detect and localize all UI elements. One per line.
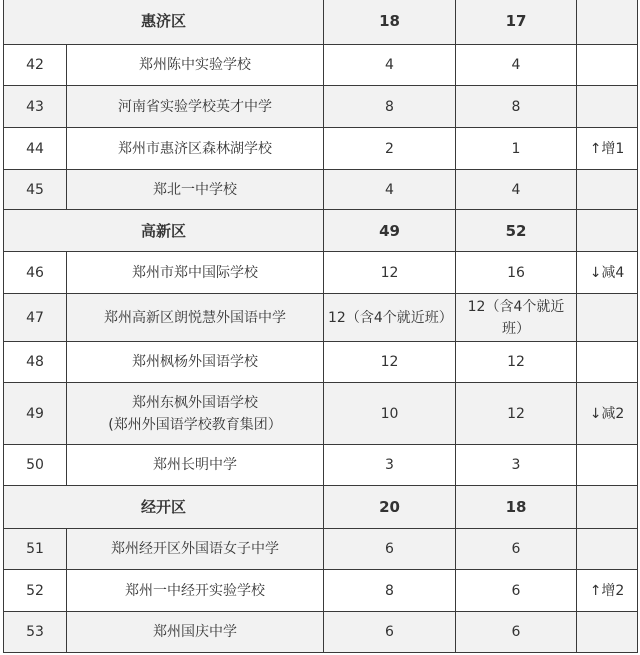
change-indicator (577, 612, 638, 653)
quota-current: 18 (456, 486, 577, 529)
quota-previous: 12 (324, 342, 456, 383)
change-indicator: ↑增2 (577, 570, 638, 612)
school-name (67, 445, 324, 486)
row-number: 42 (4, 45, 67, 86)
district-name: 惠济区 (4, 0, 324, 45)
school-row (4, 45, 638, 86)
quota-current: 6 (456, 612, 577, 653)
school-name (67, 86, 324, 128)
quota-current: 4 (456, 170, 577, 210)
school-row (4, 170, 638, 210)
change-indicator (577, 86, 638, 128)
quota-previous: 18 (324, 0, 456, 45)
row-number: 45 (4, 170, 67, 210)
quota-current: 17 (456, 0, 577, 45)
school-name-line: 郑州一中经开实验学校 (125, 582, 265, 599)
quota-previous: 8 (324, 86, 456, 128)
school-name-line: 郑州经开区外国语女子中学 (111, 541, 279, 557)
change-indicator (577, 45, 638, 86)
district-name: 经开区 (4, 486, 324, 529)
school-name (67, 383, 324, 445)
row-number: 48 (4, 342, 67, 383)
quota-current: 52 (456, 210, 577, 252)
school-name (67, 570, 324, 612)
quota-previous: 8 (324, 570, 456, 612)
school-row (4, 529, 638, 570)
school-name-line: 郑北一中学校 (153, 181, 237, 198)
school-row (4, 86, 638, 128)
school-name-line: 河南省实验学校英才中学 (118, 98, 272, 115)
school-name (67, 252, 324, 294)
school-name (67, 529, 324, 570)
quota-current: 1 (456, 128, 577, 170)
quota-previous: 4 (324, 45, 456, 86)
change-indicator (577, 342, 638, 383)
change-indicator (577, 170, 638, 210)
quota-current: 6 (456, 529, 577, 570)
row-number: 52 (4, 570, 67, 612)
quota-current: 16 (456, 252, 577, 294)
quota-current: 8 (456, 86, 577, 128)
school-row (4, 445, 638, 486)
quota-current: 6 (456, 570, 577, 612)
quota-previous: 6 (324, 612, 456, 653)
change-indicator: ↓减2 (577, 383, 638, 445)
school-name-line: 郑州东枫外国语学校 (132, 394, 258, 411)
school-row (4, 252, 638, 294)
school-name-line: (郑州外国语学校教育集团） (108, 416, 282, 433)
school-name-line: 郑州国庆中学 (153, 624, 237, 640)
quota-current: 3 (456, 445, 577, 486)
row-number: 46 (4, 252, 67, 294)
quota-previous: 2 (324, 128, 456, 170)
change-indicator: ↓减4 (577, 252, 638, 294)
quota-current: 12 (456, 383, 577, 445)
school-row (4, 294, 638, 342)
school-row (4, 342, 638, 383)
row-number: 44 (4, 128, 67, 170)
quota-previous: 20 (324, 486, 456, 529)
change-indicator (577, 486, 638, 529)
quota-previous: 49 (324, 210, 456, 252)
school-name (67, 612, 324, 653)
quota-previous: 4 (324, 170, 456, 210)
school-name (67, 170, 324, 210)
district-name: 高新区 (4, 210, 324, 252)
row-number: 53 (4, 612, 67, 653)
quota-previous: 6 (324, 529, 456, 570)
district-row (4, 0, 638, 45)
quota-current: 12 (456, 342, 577, 383)
row-number: 47 (4, 294, 67, 342)
school-row (4, 570, 638, 612)
school-row (4, 612, 638, 653)
quota-previous: 12（含4个就近班） (324, 294, 456, 342)
school-name-line: 郑州市惠济区森林湖学校 (118, 140, 272, 157)
school-row (4, 128, 638, 170)
district-row (4, 210, 638, 252)
school-name-line: 郑州高新区朗悦慧外国语中学 (104, 309, 286, 326)
row-number: 43 (4, 86, 67, 128)
change-indicator: ↑增1 (577, 128, 638, 170)
school-name (67, 45, 324, 86)
quota-current: 4 (456, 45, 577, 86)
change-indicator (577, 445, 638, 486)
district-row (4, 486, 638, 529)
row-number: 51 (4, 529, 67, 570)
school-name-line: 郑州市郑中国际学校 (132, 264, 258, 281)
quota-previous: 10 (324, 383, 456, 445)
change-indicator (577, 294, 638, 342)
school-name (67, 342, 324, 383)
row-number: 49 (4, 383, 67, 445)
quota-current: 12（含4个就近班） (456, 294, 577, 342)
school-name (67, 128, 324, 170)
quota-previous: 12 (324, 252, 456, 294)
change-indicator (577, 0, 638, 45)
change-indicator (577, 210, 638, 252)
school-row (4, 383, 638, 445)
row-number: 50 (4, 445, 67, 486)
quota-previous: 3 (324, 445, 456, 486)
school-name-line: 郑州陈中实验学校 (139, 57, 251, 73)
school-name-line: 郑州枫杨外国语学校 (132, 354, 258, 370)
school-name (67, 294, 324, 342)
school-quota-table (3, 0, 638, 653)
change-indicator (577, 529, 638, 570)
school-name-line: 郑州长明中学 (153, 457, 237, 473)
